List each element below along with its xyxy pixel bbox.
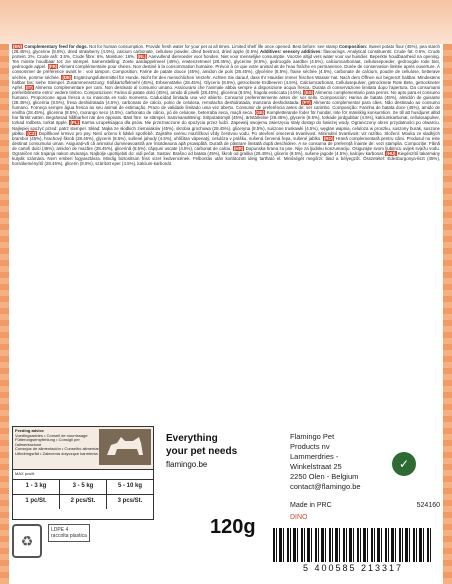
company-name-2: Products nv [290,442,330,451]
feeding-advice-table [12,426,154,520]
lang-tag: (HU) [386,150,396,156]
feeding-lines [15,429,99,467]
slogan-line: Everything [166,433,218,444]
amount-cell: 3 pcs/St. [117,498,143,505]
lang-tag-en: (EN) [13,44,23,49]
lang-paragraph-text: Alimento complementario para perros. No apto para el consumo humano. Proporcione agua fresca a su mascota en todo momento. Caducidad limitada una vez abierto. Consumir preferentemente antes de: ver sello. Composición: Harina de batata (45%), almidón de guisante (28.45%), glicerina (8.5%), fresa deshidratada (4.5%), carbonato de calcio, polvo de celulosa, remolacha deshidratada, manzana deshidratada. [12,89,440,106]
lang-paragraph-text: Karma uzupełniająca dla psów. Nie przeznaczone do spożycia przez ludzi. Zapewnij swojemu zwierzęciu stały dostęp do świeżej wody. Ograniczony okres przydatności po otwarciu. Najlepiej spożyć przed: patrz stempel. Skład: Mąka ze słodkich ziemniaków (45%), skrobia grochowa (28.45%), gliceryna (8.5%), suszone truskawki (4.5%), węglan wapnia, celuloza w proszku, suszony burak, suszone jabłko. [12,120,440,136]
barcode-bars [273,528,433,562]
net-weight: 120g [210,516,256,538]
feeding-line: Utfodringsråd • Zalecenia dotyczące karmienia [15,450,98,456]
barcode-number: 5 400585 213317 [302,563,404,573]
top-band [0,0,452,44]
additives-label: Additives: sensory additives: [260,49,322,55]
lang-tag: (FR) [48,64,58,70]
fsc-tree-icon: ✓ [392,452,416,476]
company-email: contact@flamingo.be [290,482,361,491]
lang-tag: (HR) [233,145,244,151]
company-name: Flamingo Pet [290,432,335,441]
slogan-url: flamingo.be [166,460,208,469]
barcode [264,528,442,576]
company-city: 2250 Olen - Belgium [290,472,359,481]
feeding-line: Fütterungsempfehlung • Consigli per l'alimentazione [15,437,80,447]
lang-paragraph-text: Kompletterande foder för hundar. Inte för mänsklig konsumtion. Se till att husdjuret alltid har färskt vatten. Begränsad hållbarhet när den öppnats. Bäst före: se stämpel. Sammansättning: Sötpotatismjöl (45%), ärtstärkelse (28.45%), glycerin (8.5%), torkade jordgubbar (4.5%), kalciumkarbonat, cellulosapulver, torkad rödbeta, torkat äpple. [12,110,440,126]
lang-tag: (SE) [255,110,265,116]
lang-tag: (ES) [304,89,314,95]
lang-paragraph-text: Doplňkové krmivo pro psy. Není určeno k lidské spotřebě. Zajistěte svému mazlíčkovi vždy čerstvou vodu. Po otevření omezená trvanlivost. Minimální trvanlivost: viz razítko. Složení: Mouka ze sladkých brambor (45%), hrachový škrob (28.45%), glycerin (8.5%), sušené jahody (4.5%), uhličitan vápenatý, celulóza v prášku, sušená červená řepa, sušené jablko. [12,130,440,141]
lang-tag: (DE) [62,74,72,80]
lang-tag: (IT) [25,84,33,90]
composition-label: Composition: [339,44,368,49]
ingredients-text-block [12,44,440,424]
lang-tag: (PL) [70,120,80,126]
company-street: Lammerdries - [290,452,339,461]
feeding-amount-row [13,495,153,509]
feeding-line: Consejos de alimentación • Conselho alimentar [15,446,99,452]
dog-silhouette-icon [99,429,151,465]
lang-paragraph-text: Hrană complementară pentru câini. Produsul nu este destinat consumului uman. Asigurați-vă că animalul dumneavoastră are întotdeauna apă proaspătă. Durată de păstrare limitată după deschidere. A se consuma de preferință înainte de: vezi ștampila. Compoziție: Făină de cartofi dulci (45%), amidon de mazăre (28.45%), glicerină (8.5%), căpșuni uscate (4.5%), carbonat de calciu. [12,135,440,151]
lang-tag: (PT) [302,100,311,106]
dino-label: DINO [290,514,308,521]
recycle-text: raccolta plastica [51,533,87,539]
composition-text: Sweet potato flour (45%), pea starch (28.45%), glycerine (8.5%), dried strawberry (4.5%), calcium carbonate, cellulose powder, dried beetroot, dried apple (0.5%) [12,44,440,55]
lang-paragraph-text: Alimento complementar para cães. Não destinado ao consumo humano. Forneça sempre água fresca ao seu animal de estimação. Prazo de validade limitado uma vez aberto. Consumir de preferência antes de: ver carimbo. Composição: Farinha de batata doce (45%), amido de ervilha (28.45%), glicerina (8.5%), morango seco (4.5%), carbonato de cálcio, pó de celulose, beterraba seca, maçã seca. [12,100,440,116]
weight-cell: 1 - 3 kg [13,480,60,494]
amount-cell: 1 pc/St. [13,495,60,509]
additives-text: flavourings. Analytical constituents: Crude fat: 0.5%, Crude protein: 2%, Crude ash: 3.5%, Crude fibre: 6%, Moisture: 16%. [12,49,440,60]
recycle-code: LDPE 4 [51,527,69,533]
intro-text: Not for human consumption. Provide fresh water for your pet at all times. Limited shelf life once opened. Best before: see stamp [89,44,338,49]
language-paragraphs [12,54,440,166]
lang-tag: (CZ) [27,130,37,136]
weight-cell: 5 - 10 kg [117,483,142,490]
max-label: MAX pcs/lt. [13,470,153,480]
lang-paragraph-text: Dopunska hrana za pse. Nije za ljudsku konzumaciju. Osigurajte svom ljubimcu uvijek svježu vodu. Ograničen rok trajanja nakon otvaranja. Najbolje upotrijebiti do: vidi pečat. Sastav: Brašno od batata (45%), škrob od graška (28.45%), glicerin (8.5%), sušene jagode (4.5%), kalcijev karbonat. [12,145,440,156]
lang-paragraph-text: Aliment complémentaire pour chiens. Non destiné à la consommation humaine. Prévoir à ce que votre animal ait de l'eau fraîche en permanence. Durée de conservation limitée après ouverture. À consommer de préférence avant le : voir tampon. Composition: Farine de patate douce (45%), amidon de pois (28.45%), glycérine (8.5%), fraise séchée (4.5%), carbonate de calcium, poudre de cellulose, betterave séchée, pomme séchée. [12,64,440,80]
weight-cell: 3 - 5 kg [60,480,107,494]
feeding-weight-row [13,480,153,495]
intro-title: Complementary feed for dogs. [24,44,88,49]
company-street-2: Winkelstraat 25 [290,462,342,471]
lang-paragraph-text: Kiegészítő takarmány kutyák számára. Nem emberi fogyasztásra. Mindig biztosítson friss vizet kedvencének. Felbontás után korlátozott ideig tartható el. Minőségét megőrzi: lásd a bélyegzőt. Összetétel: Édesburgonya-liszt (45%), borsókeményítő (28.45%), glicerin (8.5%), szárított eper (4.5%), kalcium-karbonát. [12,150,440,167]
recycling-text-box [48,524,90,542]
company-address [290,432,440,492]
lang-paragraph-text: Aanvullend diervoeder voor honden. Niet voor menselijke consumptie. Voorzie altijd vers water voor uw huisdier. Beperkte houdbaarheid na opening. Ten minste houdbaar tot: zie stempel. Samenstelling: Zoete aardappelmeel (45%), erwtenzetmeel (28.45%), glycerine (8.5%), gedroogde aardbei (4.5%), calciumcarbonaat, cellulosepoeder, gedroogde rode biet, gedroogde appel. [12,54,440,70]
left-stripe [0,44,9,584]
lang-tag: (NL) [137,54,147,60]
feeding-line: Voedingsadvies • Conseil de nourrissage [15,432,88,438]
recycle-icon: ♻ [12,524,42,558]
made-in-row [290,502,440,509]
feeding-title: Feeding advice [15,428,44,433]
product-code: 524160 [416,502,440,509]
lang-paragraph-text: Alimento complementare per cani. Non destinato al consumo umano. Assicurarsi che l'animale abbia sempre a disposizione acqua fresca. Durata di conservazione limitata dopo l'apertura. Da consumarsi preferibilmente entro: vedere timbro. Composizione: Farina di patate dolci (45%), amido di piselli (28.45%), glicerina (8.5%), fragola essiccata (4.5%). [12,84,440,95]
slogan-line: your pet needs [166,446,238,457]
amount-cell: 2 pcs/St. [60,495,107,509]
lang-paragraph-text: Ergänzungsfuttermittel für Hunde. Nicht für den menschlichen Verzehr. Achten Sie darauf, dass Ihr Haustier immer frisches Wasser hat. Nach dem Öffnen nur begrenzt haltbar. Mindestens haltbar bis: siehe Stempel. Zusammensetzung: Süßkartoffelmehl (45%), Erbsenstärke (28.45%), Glycerin (8.5%), getrocknete Erdbeeren (4.5%), Calciumcarbonat, Cellulosepulver, getrocknete Rote Bete, getrockneter Apfel. [12,74,440,90]
made-in: Made in PRC [290,502,332,509]
right-stripe [443,44,452,584]
feeding-header [13,427,153,470]
lang-tag: (RO) [323,135,334,141]
slogan [166,432,266,471]
recycling-info [12,524,152,560]
